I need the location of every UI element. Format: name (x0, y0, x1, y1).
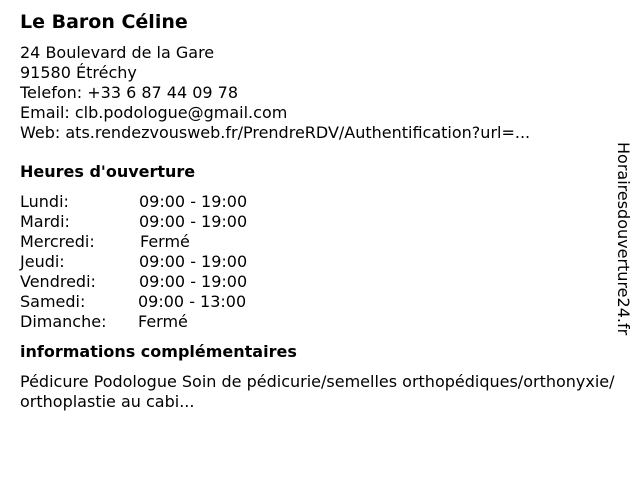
phone-line[interactable]: Telefon: +33 6 87 44 09 78 (20, 83, 239, 102)
business-card (20, 10, 615, 412)
time-value: Fermé (140, 232, 190, 251)
hours-row (20, 232, 610, 252)
hours-heading: Heures d'ouverture (20, 162, 196, 181)
hours-row (20, 252, 610, 272)
day-label: Mardi: (20, 212, 70, 231)
contact-block (20, 43, 610, 143)
day-label: Samedi: (20, 292, 86, 311)
site-watermark (609, 134, 637, 344)
info-heading: informations complémentaires (20, 342, 297, 361)
day-label: Mercredi: (20, 232, 95, 251)
city-address: 91580 Étréchy (20, 63, 137, 82)
hours-row (20, 292, 610, 312)
day-label: Jeudi: (20, 252, 65, 271)
time-value: 09:00 - 19:00 (139, 192, 248, 211)
day-label: Lundi: (20, 192, 69, 211)
email-line[interactable]: Email: clb.podologue@gmail.com (20, 103, 288, 122)
time-value: 09:00 - 19:00 (139, 252, 248, 271)
hours-row (20, 212, 610, 232)
time-value: 09:00 - 19:00 (139, 272, 248, 291)
street-address: 24 Boulevard de la Gare (20, 43, 215, 62)
hours-row (20, 272, 610, 292)
time-value: 09:00 - 19:00 (139, 212, 248, 231)
hours-row (20, 192, 610, 212)
watermark-text: Horairesdouverture24.fr (614, 142, 633, 336)
time-value: Fermé (138, 312, 188, 331)
day-label: Vendredi: (20, 272, 96, 291)
info-description: Pédicure Podologue Soin de pédicurie/semelles orthopédiques/orthonyxie/orthoplastie au cabi... (20, 372, 615, 411)
hours-row (20, 312, 610, 332)
business-name: Le Baron Céline (20, 11, 188, 33)
time-value: 09:00 - 13:00 (138, 292, 247, 311)
day-label: Dimanche: (20, 312, 107, 331)
hours-table (20, 192, 610, 332)
website-line[interactable]: Web: ats.rendezvousweb.fr/PrendreRDV/Authentification?url=... (20, 123, 531, 142)
